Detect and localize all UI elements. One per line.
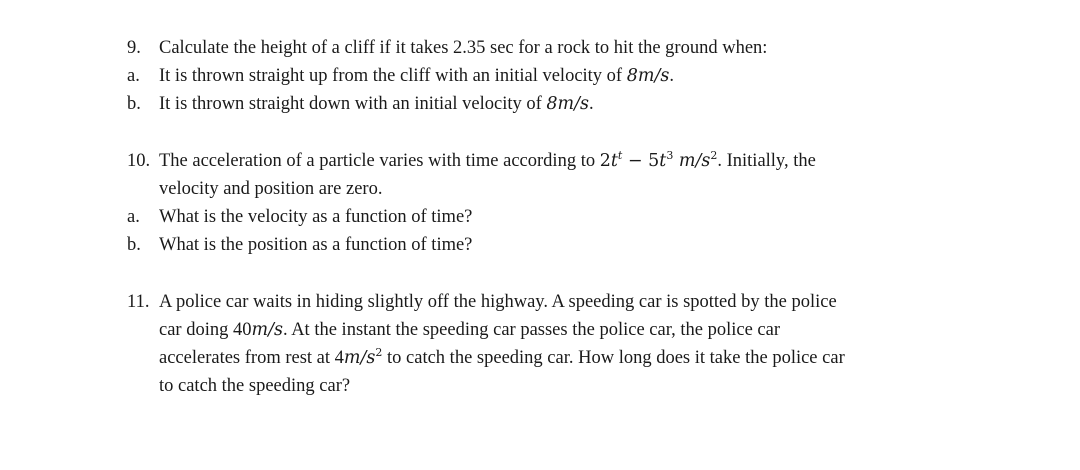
part-label: b. xyxy=(127,94,141,114)
part-text: It is thrown straight up from the cliff with an initial velocity of 8m/s. xyxy=(159,66,674,86)
problem-text: The acceleration of a particle varies with time according to $2t^t - 5t^3$ $m/s^2$. Initially, the xyxy=(159,149,816,171)
part-label: b. xyxy=(127,235,141,255)
math-unit: $m/s^2$ xyxy=(343,346,383,368)
math-acceleration-formula: $2t^t - 5t^3$ $m/s^2$ xyxy=(599,149,718,171)
part-label: a. xyxy=(127,207,140,227)
part-text: What is the position as a function of time? xyxy=(159,235,473,255)
problem-text: accelerates from rest at $4m/s^2$ to catch the speeding car. How long does it take the police car xyxy=(159,346,845,368)
math-velocity: 8m/s xyxy=(626,66,670,86)
part-text: What is the velocity as a function of time? xyxy=(159,207,473,227)
problem-text: A police car waits in hiding slightly off the highway. A speeding car is spotted by the police xyxy=(159,292,837,312)
problem-number: 10. xyxy=(127,151,151,171)
problem-number: 11. xyxy=(127,292,150,312)
problem-text: to catch the speeding car? xyxy=(159,376,351,396)
problem-text: Calculate the height of a cliff if it takes 2.35 sec for a rock to hit the ground when: xyxy=(159,38,768,58)
problem-text: velocity and position are zero. xyxy=(159,179,383,199)
problem-number: 9. xyxy=(127,38,141,58)
problem-text: car doing 40m/s. At the instant the speeding car passes the police car, the police car xyxy=(159,320,781,340)
part-label: a. xyxy=(127,66,140,86)
math-unit: m/s xyxy=(251,320,283,340)
math-velocity: 8m/s xyxy=(546,94,590,114)
part-text: It is thrown straight down with an initial velocity of 8m/s. xyxy=(159,94,594,114)
